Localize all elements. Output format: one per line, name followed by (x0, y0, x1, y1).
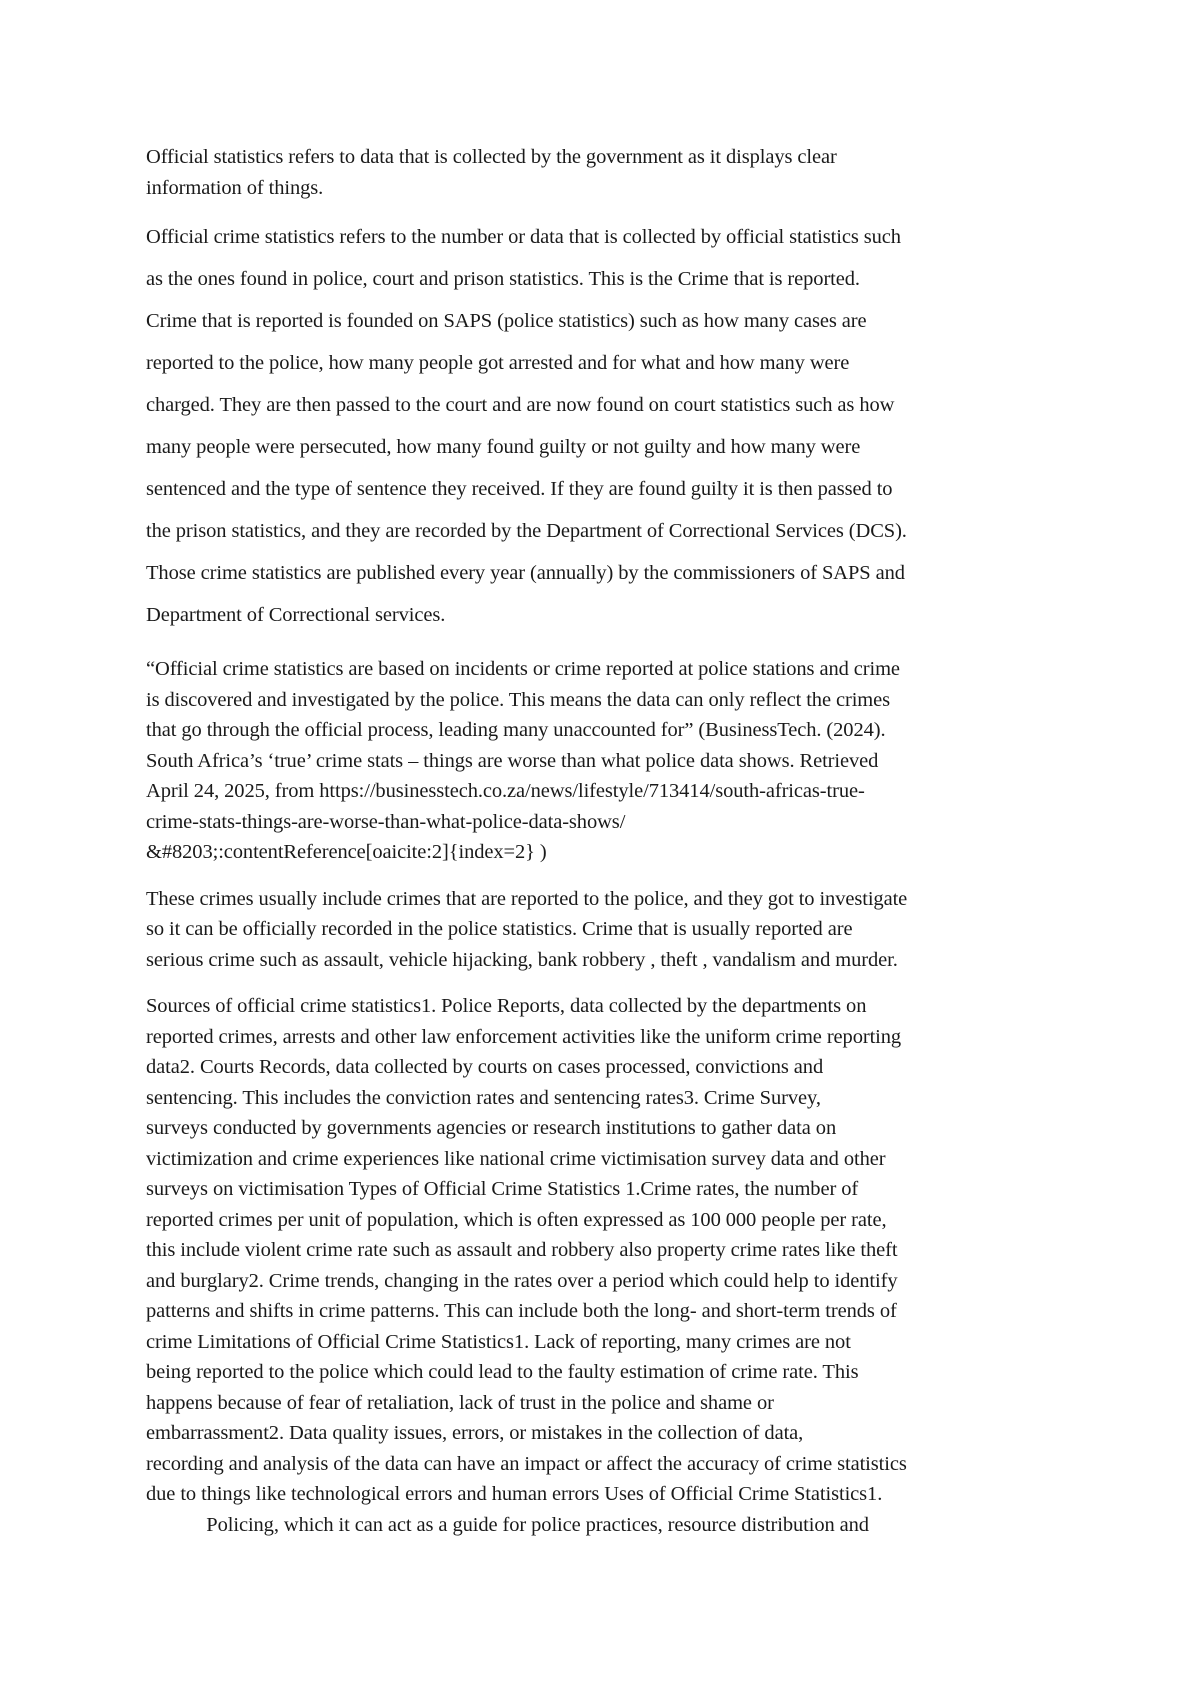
text-line: sentenced and the type of sentence they received. If they are found guilty it is then passed to (146, 478, 893, 500)
text-line: data2. Courts Records, data collected by courts on cases processed, convictions and (146, 1056, 824, 1078)
text-line: embarrassment2. Data quality issues, errors, or mistakes in the collection of data, (146, 1422, 804, 1444)
text-line: being reported to the police which could lead to the faulty estimation of crime rate. This (146, 1361, 859, 1383)
text-line: recording and analysis of the data can have an impact or affect the accuracy of crime statistics (146, 1452, 907, 1475)
text-line: These crimes usually include crimes that are reported to the police, and they got to investigate (146, 887, 908, 910)
text-line: charged. They are then passed to the court and are now found on court statistics such as how (146, 394, 895, 416)
text-line: Policing, which it can act as a guide for police practices, resource distribution and (146, 1513, 869, 1536)
text-line: sentencing. This includes the conviction rates and sentencing rates3. Crime Survey, (146, 1086, 821, 1109)
text-line: crime-stats-things-are-worse-than-what-police-data-shows/ (146, 810, 626, 833)
text-line: serious crime such as assault, vehicle hijacking, bank robbery , theft , vandalism and murder. (146, 948, 898, 971)
paragraph-reported-crimes (146, 884, 1066, 976)
text-line: Official statistics refers to data that is collected by the government as it displays clear (146, 146, 837, 168)
text-line: Sources of official crime statistics1. Police Reports, data collected by the departments on (146, 995, 867, 1017)
text-line: and burglary2. Crime trends, changing in the rates over a period which could help to identify (146, 1269, 898, 1292)
text-line: patterns and shifts in crime patterns. This can include both the long- and short-term trends of (146, 1300, 897, 1322)
text-line: South Africa’s ‘true’ crime stats – things are worse than what police data shows. Retrieved (146, 749, 879, 772)
text-line: surveys on victimisation Types of Official Crime Statistics 1.Crime rates, the number of (146, 1178, 859, 1200)
paragraph-official-statistics-definition (146, 142, 1066, 204)
text-line: is discovered and investigated by the police. This means the data can only reflect the crimes (146, 688, 891, 711)
text-line: surveys conducted by governments agencies or research institutions to gather data on (146, 1117, 837, 1139)
text-line: Department of Correctional services. (146, 604, 446, 626)
text-line: victimization and crime experiences like national crime victimisation survey data and other (146, 1147, 886, 1170)
text-line: as the ones found in police, court and prison statistics. This is the Crime that is reported. (146, 268, 860, 290)
text-line: “Official crime statistics are based on incidents or crime reported at police stations and crime (146, 658, 900, 680)
paragraph-quote-citation (146, 654, 1066, 868)
text-line: Crime that is reported is founded on SAPS (police statistics) such as how many cases are (146, 310, 867, 332)
text-line: that go through the official process, leading many unaccounted for” (BusinessTech. (2024). (146, 719, 886, 741)
text-line: information of things. (146, 177, 324, 199)
text-line: happens because of fear of retaliation, lack of trust in the police and shame or (146, 1391, 774, 1414)
text-line: reported crimes, arrests and other law enforcement activities like the uniform crime reporting (146, 1025, 902, 1048)
text-line: this include violent crime rate such as assault and robbery also property crime rates like theft (146, 1239, 898, 1261)
text-line: many people were persecuted, how many found guilty or not guilty and how many were (146, 436, 861, 458)
text-line: Official crime statistics refers to the number or data that is collected by official statistics such (146, 226, 901, 248)
document-page (146, 142, 1066, 1540)
text-line: Those crime statistics are published every year (annually) by the commissioners of SAPS and (146, 562, 905, 584)
paragraph-official-crime-statistics (146, 216, 1066, 636)
text-line: due to things like technological errors and human errors Uses of Official Crime Statistics1. (146, 1483, 883, 1505)
paragraph-sources-types-limitations (146, 991, 1066, 1540)
text-line: April 24, 2025, from https://businesstech.co.za/news/lifestyle/713414/south-africas-true- (146, 780, 865, 802)
text-line: the prison statistics, and they are recorded by the Department of Correctional Services (DCS). (146, 520, 907, 542)
text-line: &#8203;:contentReference[oaicite:2]{index=2} ) (146, 841, 547, 863)
text-line: so it can be officially recorded in the police statistics. Crime that is usually reported are (146, 918, 853, 940)
text-line: crime Limitations of Official Crime Statistics1. Lack of reporting, many crimes are not (146, 1330, 851, 1353)
text-line: reported to the police, how many people got arrested and for what and how many were (146, 352, 850, 374)
text-line: reported crimes per unit of population, which is often expressed as 100 000 people per rate, (146, 1208, 887, 1231)
